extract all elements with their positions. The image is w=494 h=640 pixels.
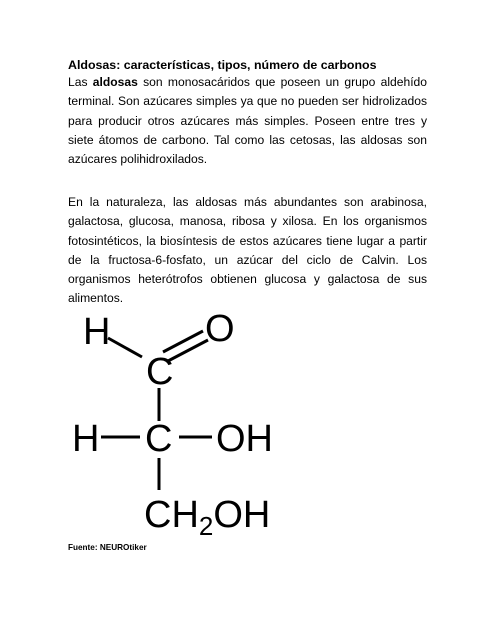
paragraph-definition xyxy=(68,73,427,169)
paragraph-body: son monosacáridos que poseen un grupo aldehído terminal. Son azúcares simples ya que no pueden ser hidrolizados para producir otros azúcares más simples. Poseen entre tres y siete átomos de carbono. Tal como las cetosas, las aldosas son azúcares polihidroxilados. xyxy=(68,75,428,167)
group-ch2oh xyxy=(144,494,270,540)
atom-o-top: O xyxy=(205,308,235,350)
source-caption: Fuente: NEUROtiker xyxy=(68,543,147,552)
document-title: Aldosas: características, tipos, número de carbonos xyxy=(68,58,377,72)
atom-h-top: H xyxy=(83,311,111,353)
atom-c-top: C xyxy=(146,351,174,393)
bond-c-o-double-b xyxy=(168,340,208,361)
atom-c-mid: C xyxy=(145,418,173,460)
bond-h-c-top xyxy=(108,338,142,357)
ch2-oh: OH xyxy=(213,494,271,536)
group-oh-mid: OH xyxy=(216,418,273,460)
bold-term-aldosas: aldosas xyxy=(92,75,138,89)
paragraph-prefix: Las xyxy=(68,75,93,89)
bond-c-o-double-a xyxy=(163,331,203,352)
paragraph-nature: En la naturaleza, las aldosas más abundantes son arabinosa, galactosa, glucosa, manosa, ribosa y xilosa. En los organismos fotosintéticos, la biosíntesis de estos azúcares tiene lugar a partir de la fructosa-6-fosfato, un azúcar del ciclo de Calvin. Los organismos heterótrofos obtienen glucosa y galactosa de sus alimentos. xyxy=(68,195,427,306)
atom-h-mid: H xyxy=(72,418,100,460)
ch2-subscript: 2 xyxy=(198,511,214,540)
ch2-ch: CH xyxy=(144,494,199,536)
glyceraldehyde-structure xyxy=(60,300,300,540)
